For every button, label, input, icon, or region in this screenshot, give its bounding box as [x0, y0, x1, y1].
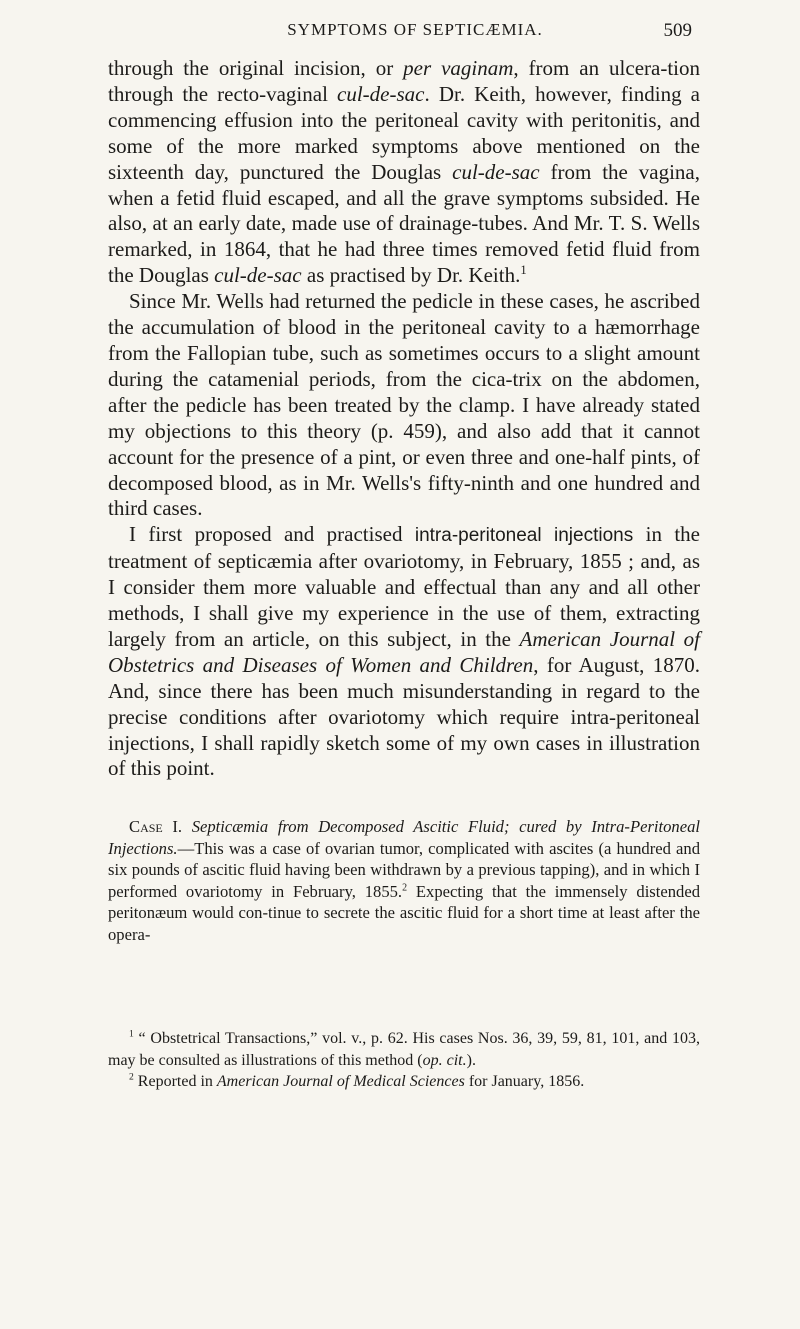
- case-1-paragraph: [108, 816, 700, 945]
- footnote-ref: 1: [520, 263, 527, 278]
- text-run: . Dr. Keith, however, finding a commencing effusion into the peritoneal cavity with peritonitis, and some of the more marked symptoms above mentioned on the sixteenth day, punctured the Douglas: [108, 81, 700, 184]
- case-title: Septicæmia from Decomposed Ascitic Fluid; cured by Intra-Peritoneal Injections.: [108, 817, 700, 858]
- text-run: Expecting that the immensely distended peritonæum would con-tinue to secrete the ascitic fluid for a short time at least after the opera-: [108, 881, 700, 944]
- text-run: through the original incision, or: [108, 56, 404, 80]
- main-text: [108, 56, 700, 782]
- text-run: —This was a case of ovarian tumor, complicated with ascites (a hundred and six pounds of ascitic fluid having been withdrawn by a previous tapping), and in which I performed ovariotomy in February, 1855.: [108, 838, 700, 901]
- paragraph-1: [108, 56, 700, 289]
- italic-run: cul-de-sac: [214, 263, 302, 288]
- footnote-marker: 1: [129, 1028, 134, 1040]
- footnotes: [108, 1028, 700, 1093]
- text-run: “ Obstetrical Transactions,” vol. v., p. 62. His cases Nos. 36, 39, 59, 81, 101, and 103, may be consulted as illustrations of this method (: [108, 1030, 700, 1069]
- text-run: as practised by Dr. Keith.: [301, 263, 521, 288]
- footnote-2: [108, 1071, 700, 1093]
- bold-run: intra-peritoneal injections: [414, 525, 634, 547]
- text-run: I first proposed and practised: [129, 522, 415, 547]
- case-label: Case I.: [129, 817, 183, 836]
- text-run: , from an ulcera-tion through the recto-vaginal: [108, 56, 700, 106]
- text-run: for January, 1856.: [464, 1073, 585, 1090]
- italic-run: American Journal of Medical Sciences: [216, 1073, 465, 1090]
- text-run: , for August, 1870. And, since there has been much misunderstanding in regard to the precise conditions after ovariotomy which require intra-peritoneal injections, I shall rapidly sketch some of my own cases in illustration of this point.: [108, 652, 701, 781]
- footnote-ref: 2: [402, 881, 408, 893]
- running-header: [138, 20, 692, 44]
- italic-run: cul-de-sac: [337, 81, 425, 106]
- text-run: Reported in: [133, 1073, 217, 1090]
- italic-run: American Journal of Obstetrics and Diseases of Women and Children: [108, 626, 700, 677]
- paragraph-3: [108, 522, 700, 782]
- text-run: in the treatment of septicæmia after ovariotomy, in February, 1855 ; and, as I consider them more valuable and effectual than any and all other methods, I shall give my experience in the use of them, extracting largely from an article, on this subject, in the: [108, 522, 700, 651]
- running-title: SYMPTOMS OF SEPTICÆMIA.: [287, 20, 543, 39]
- case-report: [108, 816, 700, 945]
- italic-run: cul-de-sac: [452, 159, 540, 184]
- paragraph-2: Since Mr. Wells had returned the pedicle in these cases, he ascribed the accumulation of blood in the peritoneal cavity to a hæmorrhage from the Fallopian tube, such as sometimes occurs to a slight amount during the catamenial periods, from the cica-trix on the abdomen, after the pedicle has been treated by the clamp. I have already stated my objections to this theory (p. 459), and also add that it cannot account for the presence of a pint, or even three and one-half pints, of decomposed blood, as in Mr. Wells's fifty-ninth and one hundred and third cases.: [108, 289, 700, 521]
- footnote-1: [108, 1028, 700, 1071]
- text-run: ).: [466, 1051, 476, 1069]
- footnote-marker: 2: [129, 1071, 134, 1083]
- text-run: from the vagina, when a fetid fluid escaped, and all the grave symptoms subsided. He also, at an early date, made use of drainage-tubes. And Mr. T. S. Wells remarked, in 1864, that he had three times removed fetid fluid from the Douglas: [108, 159, 700, 288]
- italic-run: op. cit.: [422, 1051, 467, 1069]
- page-number: 509: [663, 20, 692, 41]
- italic-run: per vaginam: [403, 56, 514, 80]
